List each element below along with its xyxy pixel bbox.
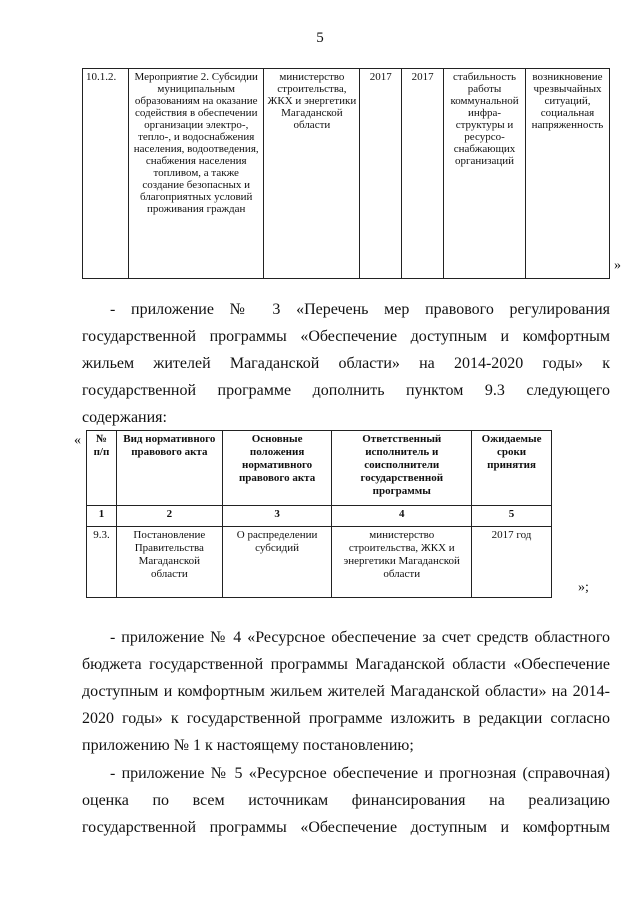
header-main-provisions: Основные положения нормативного правового акта	[222, 431, 332, 506]
row-number: 9.3.	[87, 527, 117, 598]
header-number: № п/п	[87, 431, 117, 506]
paragraph-appendix-5: - приложение № 5 «Ресурсное обеспечение и прогнозная (справочная) оценка по всем источникам финансирования на реализацию государственной программы «Обеспечение доступным и комфортным	[82, 765, 610, 836]
end-year: 2017	[402, 69, 444, 279]
deadline: 2017 год	[472, 527, 552, 598]
header-executor: Ответственный исполнитель и соисполнители государственной программы	[332, 431, 472, 506]
measures-table-fragment	[82, 68, 610, 279]
header-act-type: Вид нормативного правового акта	[116, 431, 222, 506]
row-number: 10.1.2.	[83, 69, 129, 279]
measure-name: Мероприятие 2. Субсидии муниципальным образованиям на оказание содействия в обеспечении организации электро-, тепло-, и водоснабжения населения, водоотведения, снабжения населения топливом, а также создание безопасных и благоприятных условий проживания граждан	[128, 69, 264, 279]
opening-quote: «	[74, 433, 81, 448]
main-provisions: О распределении субсидий	[222, 527, 332, 598]
column-number-row: 1 2 3 4 5	[87, 506, 552, 527]
start-year: 2017	[360, 69, 402, 279]
paragraph-appendix-4: - приложение № 4 «Ресурсное обеспечение за счет средств областного бюджета государственной программы Магаданской области «Обеспечение доступным и комфортным жильем жителей Магаданской области» на 2014- 2020 годы» к государственной программе изложить в редакции согласно приложению № 1 к настоящему постановлению;	[82, 629, 610, 754]
table-row	[83, 69, 610, 279]
header-deadline: Ожидаемые сроки принятия	[472, 431, 552, 506]
executor: министерство строительства, ЖКХ и энергетики Магаданской области	[332, 527, 472, 598]
closing-quote: »	[614, 258, 621, 273]
table-row	[87, 527, 552, 598]
table-header-row	[87, 431, 552, 506]
legal-acts-table	[86, 430, 552, 598]
expected-result: стабильность работы коммунальной инфра-структуры и ресурсо-снабжающих организаций	[444, 69, 526, 279]
responsible-executor: министерство строительства, ЖКХ и энергетики Магаданской области	[264, 69, 360, 279]
act-type: Постановление Правительства Магаданской области	[116, 527, 222, 598]
consequences: возникновение чрезвычайных ситуаций, социальная напряженность	[526, 69, 610, 279]
page-number: 5	[316, 30, 324, 46]
closing-quote-semicolon: »;	[578, 580, 589, 595]
paragraph-appendix-3: - приложение № 3 «Перечень мер правового регулирования государственной программы «Обеспечение доступным и комфортным жильем жителей Магаданской области» на 2014-2020 годы» к государственной программе дополнить пунктом 9.3 следующего содержания:	[82, 301, 610, 426]
